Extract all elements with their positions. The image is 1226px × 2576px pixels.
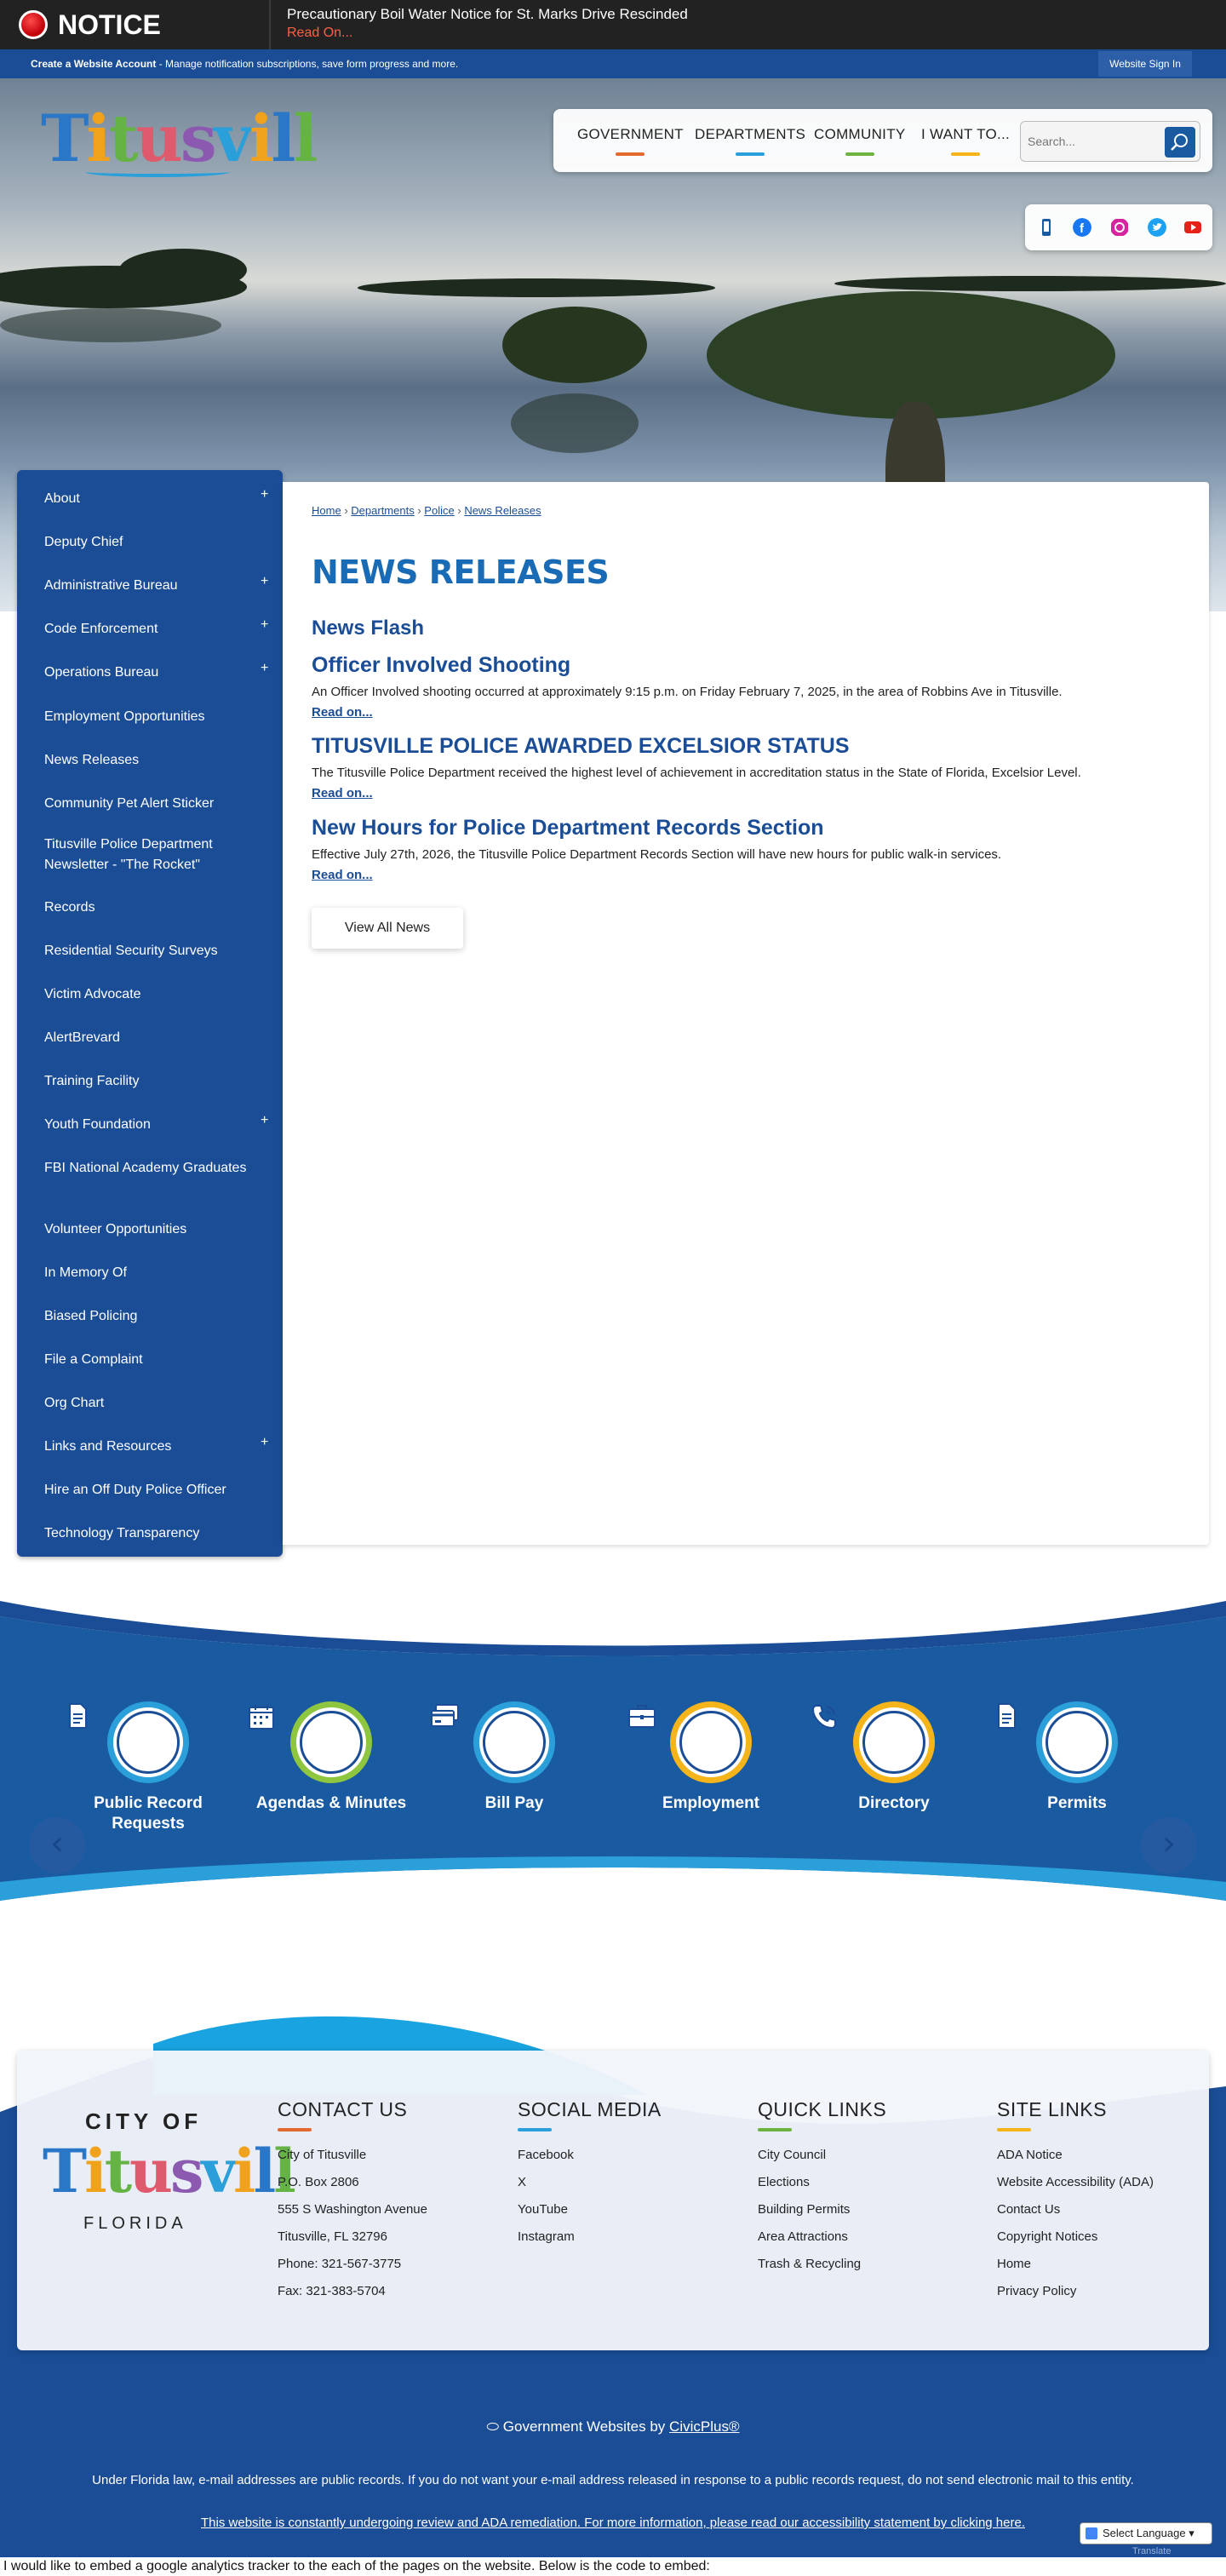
footer-link[interactable]: X <box>518 2175 527 2189</box>
nav-government[interactable] <box>577 126 684 143</box>
social-bar <box>1025 204 1212 250</box>
nav-underline <box>951 152 980 156</box>
sidebar-nav <box>17 470 283 1557</box>
nav-label: DEPARTMENTS <box>695 126 806 142</box>
sidebar-item[interactable]: AlertBrevard <box>44 1030 120 1045</box>
quick-link-label: Directory <box>858 1794 930 1812</box>
search-icon <box>1170 132 1190 152</box>
quick-link-circle <box>107 1701 189 1783</box>
quick-links-band <box>0 1601 1226 1916</box>
nav-underline <box>845 152 874 156</box>
sign-in-button[interactable]: Website Sign In <box>1098 51 1192 77</box>
sidebar-item[interactable]: Community Pet Alert Sticker <box>44 796 215 811</box>
logo-letter: T <box>43 2136 85 2206</box>
google-translate-icon <box>1086 2527 1097 2539</box>
sidebar-item[interactable]: Biased Policing <box>44 1309 138 1323</box>
landscape-reflection <box>511 393 639 453</box>
expand-plus-icon[interactable]: + <box>261 487 269 502</box>
sidebar-item[interactable]: Deputy Chief <box>44 535 123 549</box>
quick-link-label: Permits <box>1047 1794 1107 1812</box>
logo-letter: l <box>293 100 316 176</box>
landscape-island <box>834 276 1226 291</box>
main-content <box>283 482 1209 1545</box>
city-logo[interactable] <box>41 100 315 176</box>
civicplus-credit <box>0 2418 1226 2435</box>
calendar-icon <box>300 1711 363 1774</box>
breadcrumb <box>312 504 541 517</box>
footer-link[interactable]: Privacy Policy <box>997 2284 1077 2298</box>
sidebar-item[interactable]: In Memory Of <box>44 1265 127 1280</box>
carousel-next-arrow[interactable]: › <box>1141 1817 1197 1873</box>
embedded-text: I would like to embed a google analytics tracker to the each of the pages on the website. Below is the code to embed: <box>0 2557 1226 2576</box>
notice-label <box>0 0 271 49</box>
quick-link-circle <box>670 1701 752 1783</box>
sidebar-item[interactable]: About <box>44 491 80 506</box>
logo-letter: l <box>271 100 294 176</box>
civicplus-link[interactable]: CivicPlus® <box>669 2418 740 2435</box>
news-flash-heading: News Flash <box>312 617 425 640</box>
footer-link[interactable]: Website Accessibility (ADA) <box>997 2175 1154 2189</box>
sidebar-item[interactable]: Operations Bureau <box>44 665 159 680</box>
article-description: An Officer Involved shooting occurred at approximately 9:15 p.m. on Friday February 7, 2025, in the area of Robbins Ave in Titusville. <box>312 685 1063 699</box>
logo-letter: i <box>84 2136 105 2206</box>
footer-column-title: CONTACT US <box>278 2098 408 2120</box>
footer-column <box>518 2098 662 2251</box>
logo-letter: u <box>135 100 180 176</box>
sidebar-item[interactable]: FBI National Academy Graduates <box>44 1161 247 1175</box>
page-title: NEWS RELEASES <box>312 554 610 591</box>
footer-column <box>997 2098 1154 2305</box>
quick-link[interactable] <box>626 1701 796 1814</box>
footer-link[interactable]: Area Attractions <box>758 2229 848 2244</box>
quick-link[interactable] <box>63 1701 233 1834</box>
logo-letter: i <box>86 100 109 176</box>
footer-logo-city: CITY OF <box>85 2108 203 2134</box>
quick-link[interactable] <box>246 1701 416 1814</box>
language-select-label: Select Language <box>1103 2527 1186 2539</box>
logo-letter: i <box>233 2136 254 2206</box>
logo-letter: T <box>41 100 87 176</box>
read-on-link[interactable]: Read on... <box>312 868 373 882</box>
footer-title-underline <box>278 2128 312 2131</box>
footer-title-underline <box>758 2128 792 2131</box>
svg-text:f: f <box>1080 221 1084 236</box>
expand-plus-icon[interactable]: + <box>261 574 269 588</box>
logo-letter: l <box>253 2136 274 2206</box>
twitter-icon[interactable] <box>1148 218 1166 237</box>
search-button[interactable] <box>1165 127 1195 158</box>
footer-column <box>758 2098 886 2278</box>
nav-community[interactable] <box>814 126 906 143</box>
sidebar-item[interactable]: Residential Security Surveys <box>44 944 218 958</box>
footer-link: Phone: 321-567-3775 <box>278 2257 402 2271</box>
quick-link-label: Agendas & Minutes <box>255 1794 407 1812</box>
nav-label: COMMUNITY <box>814 126 906 142</box>
footer-link[interactable]: ADA Notice <box>997 2148 1063 2162</box>
landscape-tree <box>707 291 1115 419</box>
footer-logo-state: FLORIDA <box>83 2214 187 2233</box>
briefcase-icon <box>679 1711 742 1774</box>
breadcrumb-home[interactable]: Home <box>312 504 341 517</box>
logo-letter: i <box>249 100 272 176</box>
footer-link-list <box>997 2142 1154 2305</box>
quick-link[interactable] <box>429 1701 599 1814</box>
footer-link: Titusville, FL 32796 <box>278 2229 387 2244</box>
footer-link-list <box>518 2142 662 2251</box>
sidebar-item[interactable]: File a Complaint <box>44 1352 143 1367</box>
logo-letter: v <box>214 100 249 176</box>
footer-column-title: SOCIAL MEDIA <box>518 2098 662 2120</box>
read-on-link[interactable]: Read on... <box>312 705 373 720</box>
sidebar-item[interactable]: Volunteer Opportunities <box>44 1222 187 1236</box>
sidebar-item[interactable]: Links and Resources <box>44 1439 172 1454</box>
quick-link-label: Employment <box>662 1794 760 1812</box>
mobile-icon[interactable] <box>1037 218 1056 237</box>
footer-link: City of Titusville <box>278 2148 367 2162</box>
footer-link[interactable]: Facebook <box>518 2148 574 2162</box>
account-bar <box>0 49 1226 78</box>
footer-link[interactable]: Building Permits <box>758 2202 851 2217</box>
breadcrumb-separator: › <box>457 504 461 517</box>
footer-link: P.O. Box 2806 <box>278 2175 359 2189</box>
footer-link: 555 S Washington Avenue <box>278 2202 427 2217</box>
footer-link[interactable]: Elections <box>758 2175 810 2189</box>
nav-i-want-to[interactable] <box>921 126 1010 143</box>
sidebar-item[interactable]: Victim Advocate <box>44 987 141 1001</box>
phone-icon <box>862 1711 925 1774</box>
sidebar-item[interactable]: Administrative Bureau <box>44 578 178 593</box>
language-select[interactable] <box>1080 2522 1212 2544</box>
quick-link-circle <box>1036 1701 1118 1783</box>
sidebar-item[interactable]: Hire an Off Duty Police Officer <box>44 1483 226 1497</box>
breadcrumb-police[interactable]: Police <box>424 504 455 517</box>
notice-message[interactable]: Precautionary Boil Water Notice for St. Marks Drive Rescinded <box>287 6 688 22</box>
footer-column-title: SITE LINKS <box>997 2098 1107 2120</box>
quick-link-label: Public Record Requests <box>94 1794 203 1833</box>
main-nav <box>553 109 1212 172</box>
footer-link[interactable]: YouTube <box>518 2202 568 2217</box>
quick-link-circle <box>853 1701 935 1783</box>
sidebar-item[interactable]: Youth Foundation <box>44 1117 151 1132</box>
document-icon <box>1046 1711 1109 1774</box>
breadcrumb-news-releases[interactable]: News Releases <box>464 504 541 517</box>
ada-statement-link[interactable]: This website is constantly undergoing review and ADA remediation. For more information, please read our accessibility statement by clicking here. <box>201 2516 1025 2530</box>
youtube-icon[interactable] <box>1183 218 1202 237</box>
logo-letter: v <box>201 2136 234 2206</box>
create-account-link[interactable]: Create a Website Account <box>31 58 157 70</box>
quick-link-label: Bill Pay <box>484 1794 544 1812</box>
article-description: The Titusville Police Department received the highest level of achievement in accreditation status in the State of Florida, Excelsior Level. <box>312 766 1081 780</box>
landscape-island <box>119 249 247 291</box>
credit-card-icon <box>483 1711 546 1774</box>
logo-letter: t <box>104 2136 130 2206</box>
logo-letter: u <box>129 2136 170 2206</box>
footer-card <box>17 2051 1209 2350</box>
logo-letter: l <box>273 2136 294 2206</box>
instagram-icon[interactable] <box>1110 218 1129 237</box>
translate-label: Translate <box>1132 2546 1172 2556</box>
landscape-tree <box>502 307 647 383</box>
notice-read-on-link[interactable]: Read On... <box>287 26 353 40</box>
expand-plus-icon[interactable]: + <box>261 617 269 632</box>
breadcrumb-departments[interactable]: Departments <box>351 504 415 517</box>
sidebar-item[interactable]: Technology Transparency <box>44 1526 200 1540</box>
civicplus-icon: ⬭ <box>486 2418 500 2435</box>
sidebar-item[interactable]: Employment Opportunities <box>44 709 205 724</box>
nav-underline <box>736 152 765 156</box>
sidebar-item[interactable]: Training Facility <box>44 1074 140 1088</box>
logo-letter: t <box>108 100 136 176</box>
landscape-island <box>358 278 715 297</box>
footer-link-list <box>758 2142 886 2278</box>
footer-column-title: QUICK LINKS <box>758 2098 887 2120</box>
footer-link[interactable]: Contact Us <box>997 2202 1061 2217</box>
article-title[interactable]: Officer Involved Shooting <box>312 653 571 677</box>
view-all-news-button[interactable]: View All News <box>312 908 463 949</box>
quick-link-circle <box>290 1701 372 1783</box>
footer-link[interactable]: Instagram <box>518 2229 575 2244</box>
landscape-reflection <box>0 308 221 342</box>
civicplus-prefix: Government Websites by <box>502 2418 670 2435</box>
quick-link[interactable] <box>992 1701 1162 1814</box>
footer-link: Fax: 321-383-5704 <box>278 2284 386 2298</box>
carousel-prev-arrow[interactable]: ‹ <box>29 1817 85 1873</box>
nav-label: I WANT TO... <box>921 126 1011 142</box>
sidebar-item[interactable]: News Releases <box>44 753 140 767</box>
footer-link[interactable]: Home <box>997 2257 1032 2271</box>
quick-link-circle <box>473 1701 555 1783</box>
logo-letter: s <box>169 2136 202 2206</box>
facebook-icon[interactable] <box>1073 218 1091 237</box>
footer-logo[interactable] <box>43 2136 294 2206</box>
notice-bar <box>0 0 1226 49</box>
nav-label: GOVERNMENT <box>577 126 684 142</box>
breadcrumb-separator: › <box>417 504 421 517</box>
sidebar-item[interactable]: Titusville Police Department Newsletter - "The Rocket" <box>44 837 213 872</box>
logo-wave <box>85 167 230 177</box>
read-on-link[interactable]: Read on... <box>312 786 373 800</box>
footer-title-underline <box>518 2128 552 2131</box>
expand-plus-icon[interactable]: + <box>261 661 269 675</box>
logo-letter: s <box>180 100 215 176</box>
article-title[interactable]: TITUSVILLE POLICE AWARDED EXCELSIOR STATUS <box>312 734 850 758</box>
breadcrumb-separator: › <box>344 504 348 517</box>
email-law-notice: Under Florida law, e-mail addresses are public records. If you do not want your e-mail address released in response to a public records request, do not send electronic mail to this entity. <box>92 2473 1134 2487</box>
footer-link-list <box>278 2142 427 2305</box>
search-box <box>1020 121 1200 162</box>
footer-link[interactable]: Trash & Recycling <box>758 2257 862 2271</box>
sidebar-item[interactable]: Org Chart <box>44 1396 105 1410</box>
footer-link[interactable]: Copyright Notices <box>997 2229 1098 2244</box>
search-input[interactable] <box>1028 132 1155 151</box>
footer-column <box>278 2098 427 2305</box>
quick-link[interactable] <box>809 1701 979 1814</box>
account-description: - Manage notification subscriptions, save form progress and more. <box>156 58 459 70</box>
alert-icon <box>19 10 48 39</box>
article-title[interactable]: New Hours for Police Department Records Section <box>312 816 824 840</box>
article-description: Effective July 27th, 2026, the Titusville Police Department Records Section will have new hours for public walk-in services. <box>312 847 1002 862</box>
notice-title: NOTICE <box>58 9 161 40</box>
document-icon <box>117 1711 180 1774</box>
expand-plus-icon[interactable]: + <box>261 1113 269 1127</box>
chevron-down-icon: ▾ <box>1189 2527 1194 2539</box>
expand-plus-icon[interactable]: + <box>261 1435 269 1449</box>
account-text <box>31 58 458 70</box>
footer-link[interactable]: City Council <box>758 2148 827 2162</box>
sidebar-item[interactable]: Records <box>44 900 95 915</box>
footer-title-underline <box>997 2128 1031 2131</box>
nav-underline <box>616 152 645 156</box>
sidebar-item[interactable]: Code Enforcement <box>44 622 158 636</box>
nav-departments[interactable] <box>695 126 805 143</box>
